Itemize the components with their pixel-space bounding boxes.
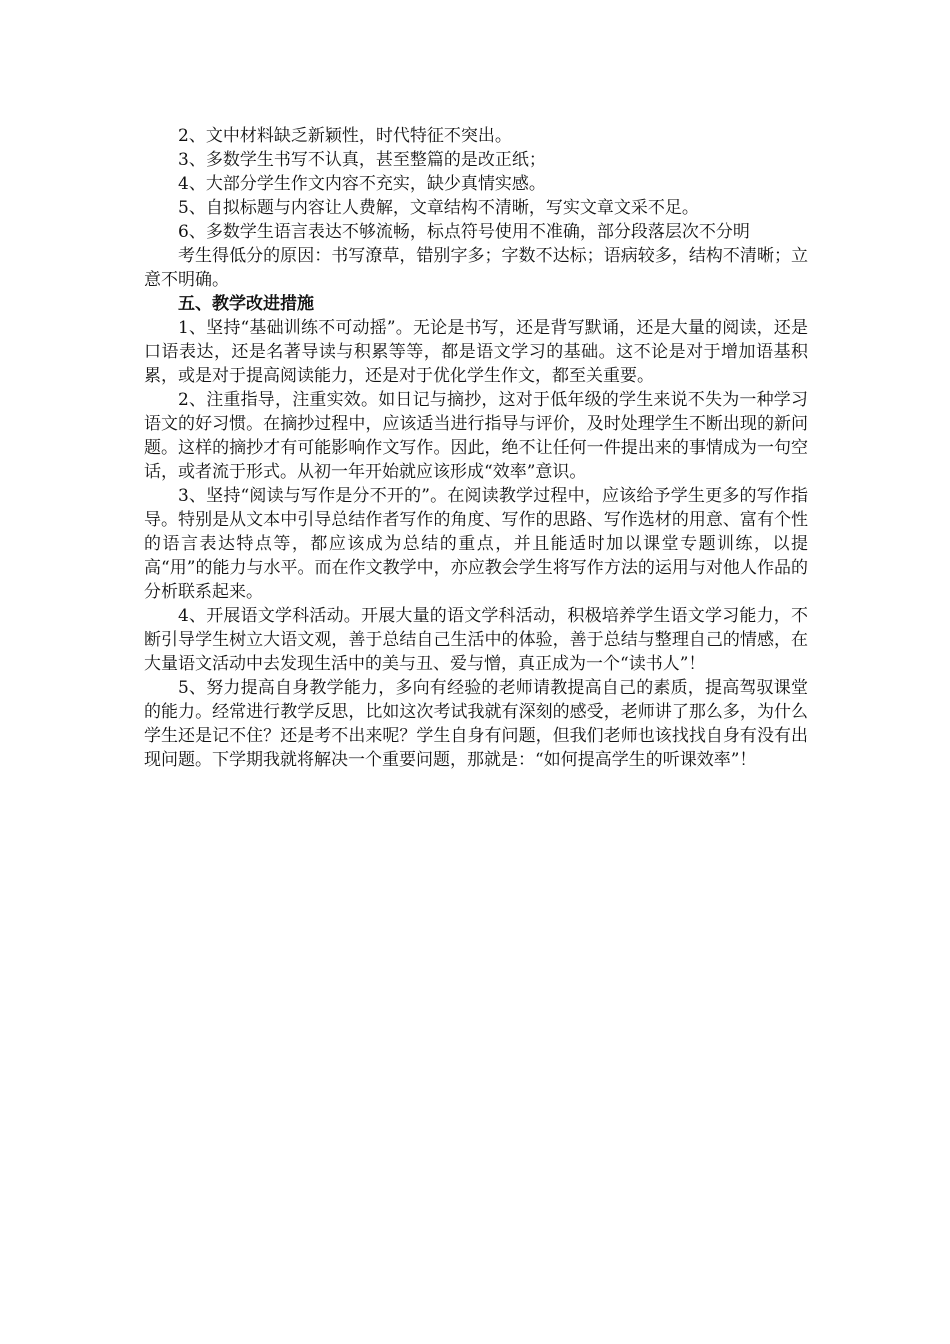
measure-paragraph-1: 1、坚持“基础训练不可动摇”。无论是书写，还是背写默诵，还是大量的阅读，还是口语表达，还是名著导读与积累等等，都是语文学习的基础。这不论是对于增加语基积累，或是对于提高阅读能力，还是对于优化学生作文，都至关重要。 xyxy=(144,318,808,386)
problem-item-5: 5、自拟标题与内容让人费解，文章结构不清晰，写实文章文采不足。 xyxy=(178,198,699,218)
low-score-reasons: 考生得低分的原因：书写潦草，错别字多；字数不达标；语病较多，结构不清晰；立意不明确。 xyxy=(144,246,808,290)
document-page xyxy=(144,124,808,772)
problem-item-2: 2、文中材料缺乏新颖性，时代特征不突出。 xyxy=(178,126,512,146)
measure-paragraph-3: 3、坚持“阅读与写作是分不开的”。在阅读教学过程中，应该给予学生更多的写作指导。特别是从文本中引导总结作者写作的角度、写作的思路、写作选材的用意、富有个性的语言表达特点等，都应该成为总结的重点，并且能适时加以课堂专题训练，以提高“用”的能力与水平。而在作文教学中，亦应教会学生将写作方法的运用与对他人作品的分析联系起来。 xyxy=(144,486,808,602)
measure-paragraph-4: 4、开展语文学科活动。开展大量的语文学科活动，积极培养学生语文学习能力，不断引导学生树立大语文观，善于总结自己生活中的体验，善于总结与整理自己的情感，在大量语文活动中去发现生活中的美与丑、爱与憎，真正成为一个“读书人”！ xyxy=(144,606,808,674)
section-heading: 五、教学改进措施 xyxy=(178,294,314,314)
problem-item-3: 3、多数学生书写不认真，甚至整篇的是改正纸； xyxy=(178,150,546,170)
problem-item-6: 6、多数学生语言表达不够流畅，标点符号使用不准确，部分段落层次不分明 xyxy=(178,222,750,242)
problem-item-4: 4、大部分学生作文内容不充实，缺少真情实感。 xyxy=(178,174,546,194)
measure-paragraph-2: 2、注重指导，注重实效。如日记与摘抄，这对于低年级的学生来说不失为一种学习语文的好习惯。在摘抄过程中，应该适当进行指导与评价，及时处理学生不断出现的新问题。这样的摘抄才有可能影响作文写作。因此，绝不让任何一件提出来的事情成为一句空话，或者流于形式。从初一年开始就应该形成“效率”意识。 xyxy=(144,390,808,482)
measure-paragraph-5: 5、努力提高自身教学能力，多向有经验的老师请教提高自己的素质，提高驾驭课堂的能力。经常进行教学反思，比如这次考试我就有深刻的感受，老师讲了那么多，为什么学生还是记不住？还是考不出来呢？学生自身有问题，但我们老师也该找找自身有没有出现问题。下学期我就将解决一个重要问题，那就是：“如何提高学生的听课效率”！ xyxy=(144,678,808,770)
